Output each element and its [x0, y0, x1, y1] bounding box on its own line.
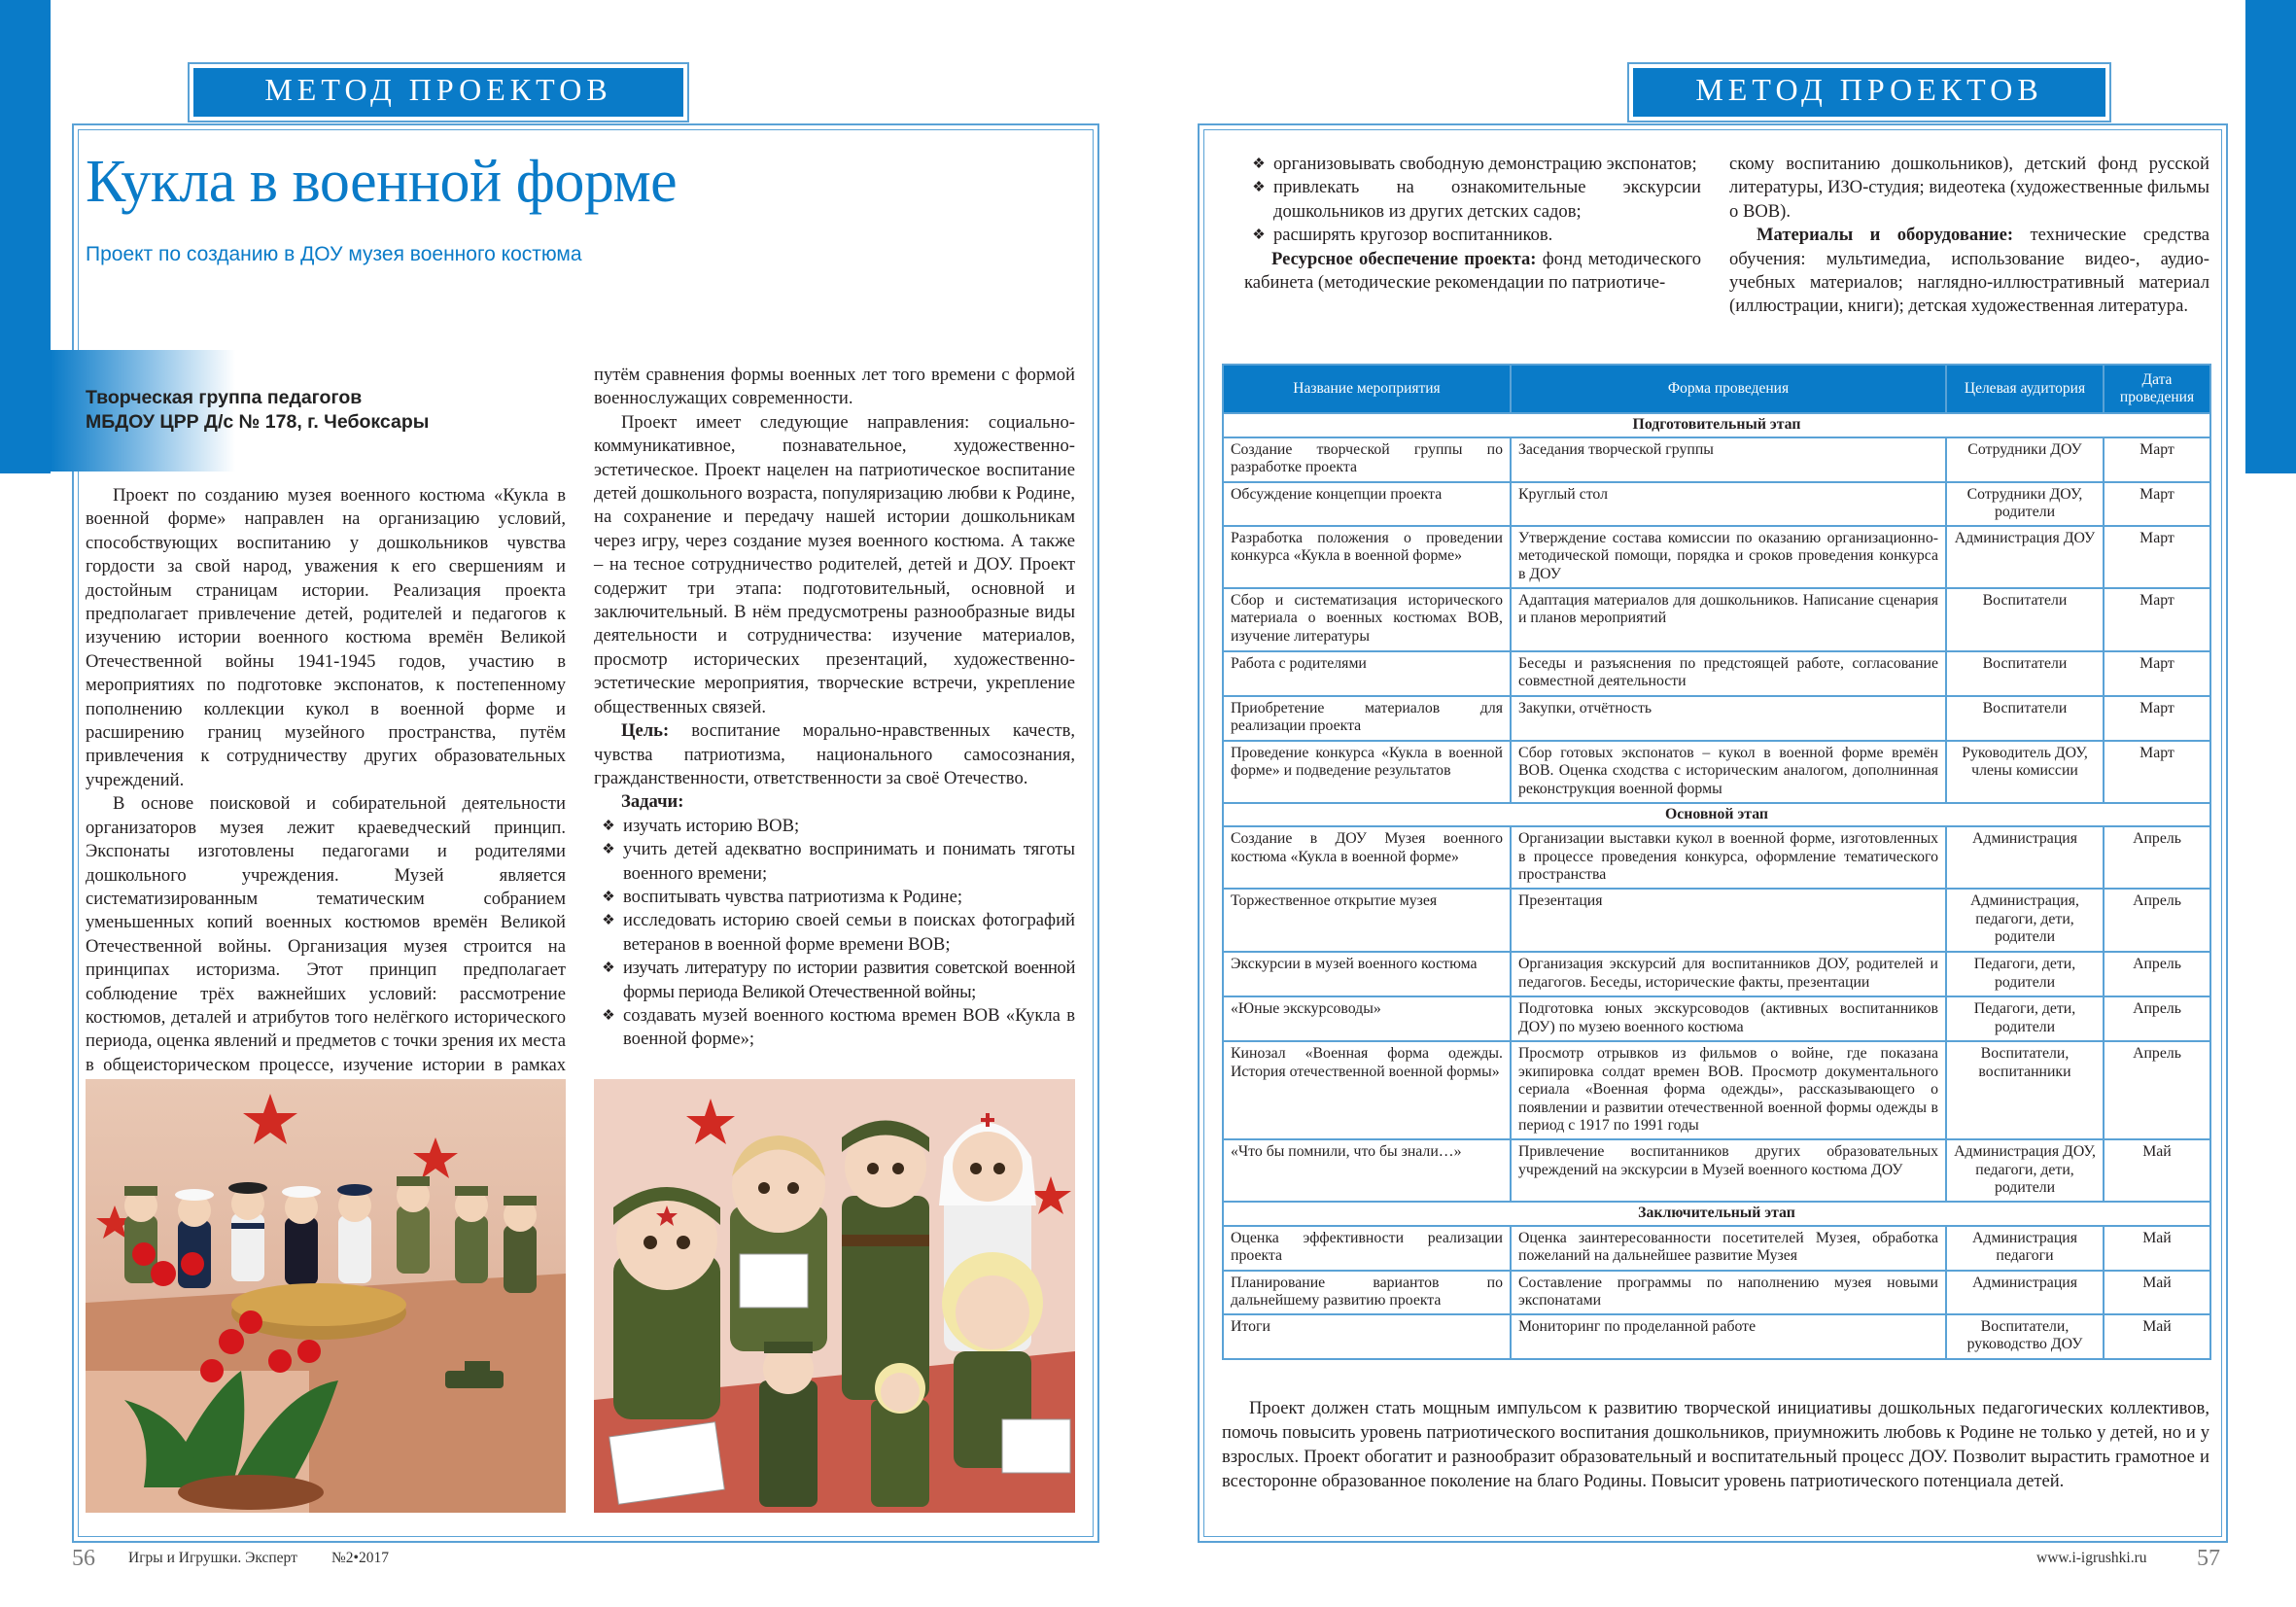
col1-paragraph-2: В основе поисковой и собирательной деятельности организаторов музея лежит краеведческий принцип. Экспонаты изготовлены педагогами и родителями дошкольного учреждения. Музей является систематизированным тематическим собранием уменьшенных копий военных костюмов времён Великой Отечественной войны. Организация музея строится на принципах историзма. Этот принцип предполагает соблюдение трёх важнейших условий: рассмотрение костюмов, деталей и атрибутов того нелёгкого исторического периода, оценка явлений и предметов с точки зрения их места в общеисторическом процессе, изучение истории в рамках: [86, 793, 566, 1075]
date-cell: Апрель: [2104, 952, 2210, 996]
date-cell: Апрель: [2104, 889, 2210, 952]
date-cell: Март: [2104, 588, 2210, 651]
table-row: [1223, 588, 2210, 651]
project-plan-table: [1222, 364, 2211, 1360]
col2-tasks-heading: [594, 790, 1075, 814]
goal-label: Цель:: [621, 720, 670, 742]
event-form-cell: Подготовка юных экскурсоводов (активных воспитанников ДОУ) по музею военного костюма: [1511, 996, 1946, 1041]
event-name-cell: Приобретение материалов для реализации проекта: [1223, 696, 1511, 741]
date-cell: Март: [2104, 526, 2210, 588]
left-section-header: [188, 62, 689, 122]
date-cell: Март: [2104, 482, 2210, 526]
conclusion-paragraph: Проект должен стать мощным импульсом к развитию творческой инициативы дошкольных педагогических коллективов, помочь повысить уровень патриотического воспитания дошкольников, приумножить любовь к Родине не только у детей, но и у взрослых. Проект обогатит и разнообразит образовательный и воспитательный процесс ДОУ. Позволит вырастить грамотное и всесторонне образованное поколение на благо Родины. Повысит уровень патриотического потенциала детей.: [1222, 1398, 2209, 1491]
date-cell: Март: [2104, 741, 2210, 803]
table-row: [1223, 741, 2210, 803]
resource-text: фонд методического кабинета (методические рекомендации по патриотиче-: [1244, 248, 1701, 294]
footer-website[interactable]: www.i-igrushki.ru: [2036, 1550, 2147, 1566]
bullet-item: [1244, 153, 1701, 176]
col2-paragraph-0: путём сравнения формы военных лет того времени с формой военнослужащих современности.: [594, 365, 1075, 409]
task-text: воспитывать чувства патриотизма к Родине;: [623, 886, 963, 907]
audience-cell: Администрация педагоги: [1946, 1226, 2104, 1271]
event-form-cell: Оценка заинтересованности посетителей Музея, обработка пожеланий на дальнейшее развитие Музея: [1511, 1226, 1946, 1271]
table-row: [1223, 1314, 2210, 1359]
table-header-cell: Форма проведения: [1511, 365, 1946, 413]
audience-cell: Администрация ДОУ, педагоги, дети, родители: [1946, 1139, 2104, 1202]
event-form-cell: Беседы и разъяснения по предстоящей работе, согласование совместной деятельности: [1511, 651, 1946, 696]
task-text: исследовать историю своей семьи в поисках фотографий ветеранов в военной форме времени ВОВ;: [623, 910, 1075, 955]
table-row: [1223, 996, 2210, 1041]
audience-cell: Администрация ДОУ: [1946, 526, 2104, 588]
goal-text: воспитание морально-нравственных качеств, чувства патриотизма, национального самосознания, гражданственности, ответственности за своё Отечество.: [594, 720, 1075, 788]
audience-cell: Воспитатели, руководство ДОУ: [1946, 1314, 2104, 1359]
task-text: изучать литературу по истории развития советской военной формы периода Великой Отечественной войны;: [623, 958, 1075, 1002]
audience-cell: Администрация, педагоги, дети, родители: [1946, 889, 2104, 952]
task-text: изучать историю ВОВ;: [623, 815, 800, 836]
event-name-cell: Проведение конкурса «Кукла в военной форме» и подведение результатов: [1223, 741, 1511, 803]
photo-dolls-illustration-1: [86, 1079, 566, 1513]
diamond-bullet-icon: ❖: [1252, 180, 1266, 196]
event-form-cell: Мониторинг по проделанной работе: [1511, 1314, 1946, 1359]
diamond-bullet-icon: ❖: [602, 913, 615, 929]
event-name-cell: Создание в ДОУ Музея военного костюма «Кукла в военной форме»: [1223, 826, 1511, 889]
event-name-cell: Создание творческой группы по разработке проекта: [1223, 437, 1511, 482]
event-form-cell: Адаптация материалов для дошкольников. Написание сценария и планов мероприятий: [1511, 588, 1946, 651]
photo-doll-display-2: [594, 1079, 1075, 1513]
table-row: [1223, 1271, 2210, 1314]
event-form-cell: Просмотр отрывков из фильмов о войне, где показана экипировка солдат времен ВОВ. Просмотр документального сериала «Военная форма одежды», рассказывающего о появлении и развитии отечественной военной формы одежды в период с 1917 по 1991 годы: [1511, 1041, 1946, 1139]
bullet-item: [1244, 176, 1701, 224]
table-row: [1223, 437, 2210, 482]
audience-cell: Руководитель ДОУ, члены комиссии: [1946, 741, 2104, 803]
audience-cell: Воспитатели: [1946, 588, 2104, 651]
diamond-bullet-icon: ❖: [602, 842, 615, 858]
author-block: [86, 386, 429, 435]
date-cell: Март: [2104, 437, 2210, 482]
diamond-bullet-icon: ❖: [1252, 157, 1266, 172]
page-number-right: 57: [2197, 1546, 2220, 1571]
event-form-cell: Презентация: [1511, 889, 1946, 952]
stage-heading: Основной этап: [1223, 803, 2210, 827]
table-stage-row: [1223, 803, 2210, 827]
right-section-header-label: МЕТОД ПРОЕКТОВ: [1633, 68, 2105, 117]
table-header-cell: Название мероприятия: [1223, 365, 1511, 413]
event-name-cell: Сбор и систематизация исторического материала о военных костюмах ВОВ, изучение литературы: [1223, 588, 1511, 651]
table-row: [1223, 952, 2210, 996]
tasks-label: Задачи:: [621, 791, 684, 813]
table-row: [1223, 889, 2210, 952]
table-header-cell: Целевая аудитория: [1946, 365, 2104, 413]
left-section-header-label: МЕТОД ПРОЕКТОВ: [193, 68, 683, 117]
materials-label: Материалы и оборудование:: [1757, 225, 2014, 246]
col2-paragraph-1: Проект имеет следующие направления: социально-коммуникативное, познавательное, художественно-эстетическое. Проект нацелен на патриотическое воспитание детей дошкольного возраста, популяризацию любви к Родине, на сохранение и передачу нашей истории дошкольникам через игру, через создание музея военного костюма. А также – на тесное сотрудничество родителей, детей и ДОУ. Проект содержит три этапа: подготовительный, основной и заключительный. В нём предусмотрены разнообразные виды деятельности и сотрудничества: изучение материалов, просмотр исторических презентаций, художественно-эстетические мероприятия, творческие встречи, укрепление общественных связей.: [594, 411, 1075, 717]
col2-goal: [594, 719, 1075, 790]
event-name-cell: Планирование вариантов по дальнейшему развитию проекта: [1223, 1271, 1511, 1314]
event-name-cell: Кинозал «Военная форма одежды. История отечественной военной формы»: [1223, 1041, 1511, 1139]
table-row: [1223, 482, 2210, 526]
audience-cell: Воспитатели, воспитанники: [1946, 1041, 2104, 1139]
date-cell: Май: [2104, 1139, 2210, 1202]
date-cell: Апрель: [2104, 826, 2210, 889]
event-name-cell: Итоги: [1223, 1314, 1511, 1359]
table-stage-row: [1223, 413, 2210, 437]
column-1: [86, 484, 566, 1101]
footer-issue: №2•2017: [331, 1550, 389, 1566]
bullet-text: привлекать на ознакомительные экскурсии дошкольников из других детских садов;: [1273, 177, 1701, 222]
date-cell: Май: [2104, 1314, 2210, 1359]
task-item: [594, 886, 1075, 909]
audience-cell: Администрация: [1946, 826, 2104, 889]
audience-cell: Педагоги, дети, родители: [1946, 996, 2104, 1041]
event-form-cell: Организация экскурсий для воспитанников ДОУ, родителей и педагогов. Беседы, исторические факты, презентации: [1511, 952, 1946, 996]
article-subtitle: Проект по созданию в ДОУ музея военного костюма: [86, 243, 582, 265]
diamond-bullet-icon: ❖: [602, 818, 615, 834]
photo-dolls-illustration-2: [594, 1079, 1075, 1513]
audience-cell: Сотрудники ДОУ: [1946, 437, 2104, 482]
author-line-1: Творческая группа педагогов: [86, 387, 363, 408]
resource-label: Ресурсное обеспечение проекта:: [1271, 248, 1537, 269]
audience-cell: Администрация: [1946, 1271, 2104, 1314]
bullet-item: [1244, 224, 1701, 247]
event-name-cell: Оценка эффективности реализации проекта: [1223, 1226, 1511, 1271]
table-row: [1223, 1226, 2210, 1271]
event-form-cell: Организации выставки кукол в военной форме, изготовленных в процессе проведения конкурса, оформление тематического пространства: [1511, 826, 1946, 889]
photo-doll-display-1: [86, 1079, 566, 1513]
article-title: Кукла в военной форме: [86, 149, 678, 215]
event-name-cell: Экскурсии в музей военного костюма: [1223, 952, 1511, 996]
task-item: [594, 815, 1075, 838]
materials-text: технические средства обучения: мультимедиа, использование видео-, аудио-учебных материалов; наглядно-иллюстративный материал (иллюстрации, книги); детская художественная литература.: [1729, 225, 2210, 317]
right-section-header: [1627, 62, 2111, 122]
event-form-cell: Сбор готовых экспонатов – кукол в военной форме времён ВОВ. Оценка сходства с историческим аналогом, дополнинная реконструкция военной формы: [1511, 741, 1946, 803]
task-item: [594, 1004, 1075, 1052]
bullet-text: расширять кругозор воспитанников.: [1273, 225, 1553, 246]
col4-paragraph-0: скому воспитанию дошкольников), детский фонд русской литературы, ИЗО-студия; видеотека (художественные фильмы о ВОВ).: [1729, 154, 2209, 222]
date-cell: Май: [2104, 1271, 2210, 1314]
task-item: [594, 909, 1075, 957]
left-side-bar: [0, 0, 51, 473]
event-form-cell: Утверждение состава комиссии по оказанию организационно-методической помощи, порядка и сроков проведения конкурса в ДОУ: [1511, 526, 1946, 588]
audience-cell: Воспитатели: [1946, 651, 2104, 696]
event-form-cell: Привлечение воспитанников других образовательных учреждений на экскурсии в Музей военного костюма ДОУ: [1511, 1139, 1946, 1202]
task-text: создавать музей военного костюма времен ВОВ «Кукла в военной форме»;: [623, 1004, 1075, 1050]
event-name-cell: Торжественное открытие музея: [1223, 889, 1511, 952]
event-name-cell: «Что бы помнили, что бы знали…»: [1223, 1139, 1511, 1202]
event-name-cell: Обсуждение концепции проекта: [1223, 482, 1511, 526]
audience-cell: Педагоги, дети, родители: [1946, 952, 2104, 996]
column-2: [594, 364, 1075, 1052]
table-row: [1223, 651, 2210, 696]
bullet-text: организовывать свободную демонстрацию экспонатов;: [1273, 154, 1697, 174]
task-item: [594, 838, 1075, 886]
date-cell: Март: [2104, 696, 2210, 741]
stage-heading: Подготовительный этап: [1223, 413, 2210, 437]
table-row: [1223, 826, 2210, 889]
stage-heading: Заключительный этап: [1223, 1202, 2210, 1226]
right-side-bar: [2245, 0, 2296, 473]
task-text: учить детей адекватно воспринимать и понимать тяготы военного времени;: [623, 839, 1075, 884]
event-form-cell: Круглый стол: [1511, 482, 1946, 526]
table-stage-row: [1223, 1202, 2210, 1226]
event-name-cell: Разработка положения о проведении конкурса «Кукла в военной форме»: [1223, 526, 1511, 588]
table-row: [1223, 526, 2210, 588]
event-name-cell: Работа с родителями: [1223, 651, 1511, 696]
table-header-row: [1223, 365, 2210, 413]
date-cell: Апрель: [2104, 1041, 2210, 1139]
date-cell: Апрель: [2104, 996, 2210, 1041]
author-line-2: МБДОУ ЦРР Д/с № 178, г. Чебоксары: [86, 411, 430, 433]
footer-magazine-name: Игры и Игрушки. Эксперт: [128, 1550, 297, 1566]
table-header-cell: Дата проведения: [2104, 365, 2210, 413]
page-number-left: 56: [72, 1546, 95, 1571]
event-name-cell: «Юные экскурсоводы»: [1223, 996, 1511, 1041]
table-row: [1223, 1041, 2210, 1139]
diamond-bullet-icon: ❖: [602, 1007, 615, 1024]
table-body: [1223, 413, 2210, 1359]
audience-cell: Сотрудники ДОУ, родители: [1946, 482, 2104, 526]
date-cell: Март: [2104, 651, 2210, 696]
col1-paragraph-1: Проект по созданию музея военного костюма «Кукла в военной форме» направлен на организацию условий, способствующих воспитанию у дошкольников чувства гордости за свой народ, уважения к его свершениям и достойным страницам истории. Реализация проекта предполагает привлечение детей, родителей и педагогов к изучению истории военного костюма времён Великой Отечественной войны 1941-1945 годов, участию в мероприятиях по подготовке экспонатов, к постепенному пополнению коллекции кукол в военной форме и расширению границ музейного пространства, путём привлечения к сотрудничеству других образовательных учреждений.: [86, 485, 566, 790]
task-item: [594, 957, 1075, 1004]
diamond-bullet-icon: ❖: [602, 961, 615, 977]
column-3: [1244, 153, 1701, 295]
event-form-cell: Составление программы по наполнению музея новыми экспонатами: [1511, 1271, 1946, 1314]
event-form-cell: Заседания творческой группы: [1511, 437, 1946, 482]
table-row: [1223, 696, 2210, 741]
table-row: [1223, 1139, 2210, 1202]
resource-paragraph: [1244, 248, 1701, 296]
diamond-bullet-icon: ❖: [602, 889, 615, 905]
event-form-cell: Закупки, отчётность: [1511, 696, 1946, 741]
audience-cell: Воспитатели: [1946, 696, 2104, 741]
materials-paragraph: [1729, 224, 2209, 319]
date-cell: Май: [2104, 1226, 2210, 1271]
diamond-bullet-icon: ❖: [1252, 227, 1266, 244]
column-4: [1729, 153, 2209, 319]
